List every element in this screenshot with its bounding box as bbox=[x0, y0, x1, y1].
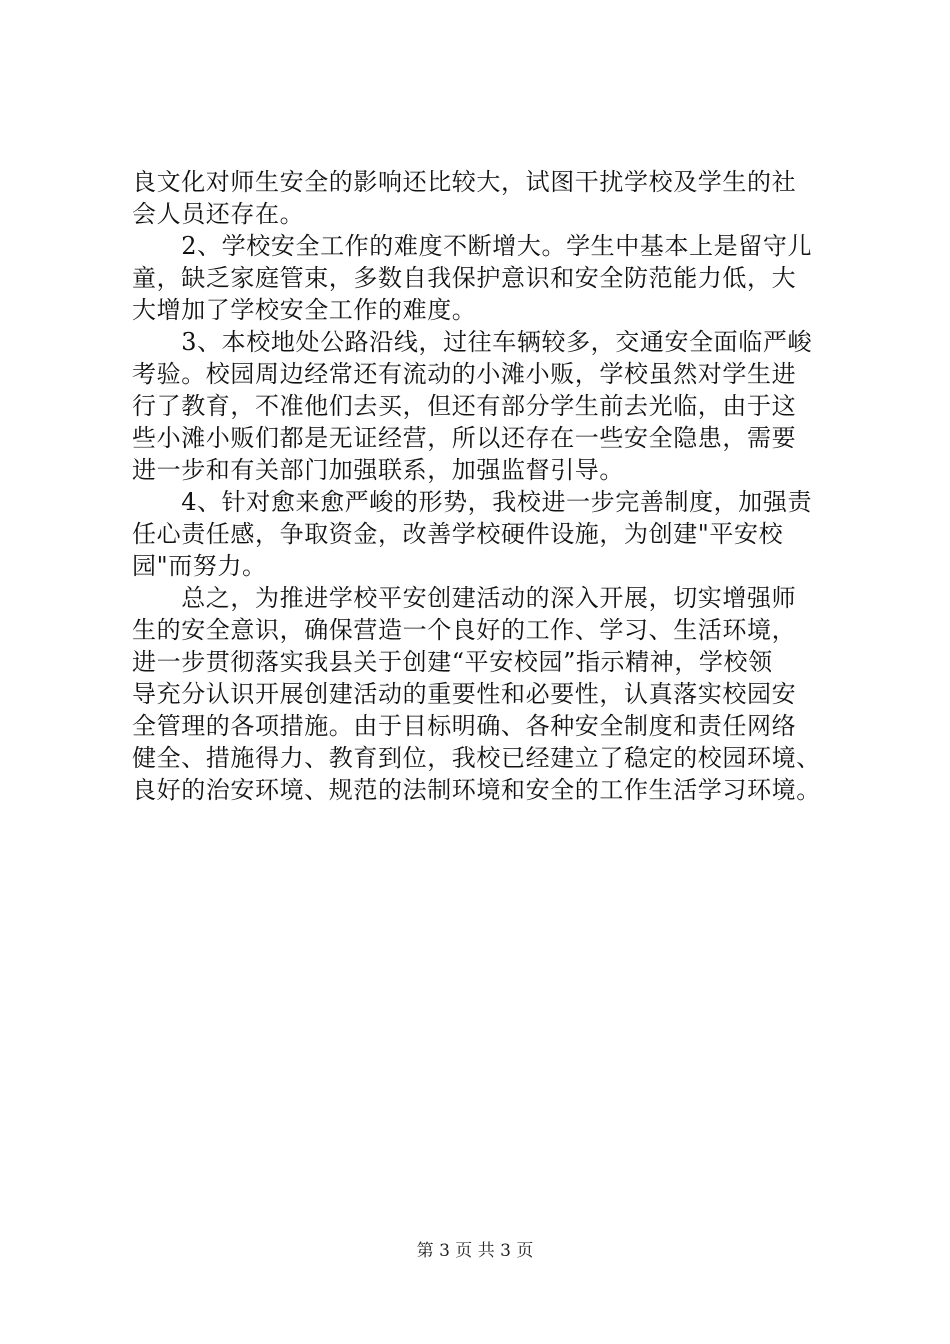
text-line: 进一步贯彻落实我县关于创建“平安校园”指示精神，学校领 bbox=[132, 648, 773, 676]
text-line: 考验。校园周边经常还有流动的小滩小贩，学校虽然对学生进 bbox=[132, 360, 797, 388]
text-line: 2、学校安全工作的难度不断增大。学生中基本上是留守儿 bbox=[132, 232, 813, 260]
text-line: 大增加了学校安全工作的难度。 bbox=[132, 296, 477, 324]
text-line: 总之，为推进学校平安创建活动的深入开展，切实增强师 bbox=[132, 584, 797, 612]
text-line: 些小滩小贩们都是无证经营，所以还存在一些安全隐患，需要 bbox=[132, 424, 797, 452]
text-line: 会人员还存在。 bbox=[132, 200, 305, 228]
text-line: 3、本校地处公路沿线，过往车辆较多，交通安全面临严峻 bbox=[132, 328, 813, 356]
text-line: 健全、措施得力、教育到位，我校已经建立了稳定的校园环境、 bbox=[132, 744, 821, 772]
text-line: 全管理的各项措施。由于目标明确、各种安全制度和责任网络 bbox=[132, 712, 797, 740]
text-line: 导充分认识开展创建活动的重要性和必要性，认真落实校园安 bbox=[132, 680, 797, 708]
text-line: 进一步和有关部门加强联系，加强监督引导。 bbox=[132, 456, 624, 484]
text-line: 任心责任感，争取资金，改善学校硬件设施，为创建"平安校 bbox=[132, 520, 784, 548]
text-line: 生的安全意识，确保营造一个良好的工作、学习、生活环境， bbox=[132, 616, 797, 644]
text-line: 良文化对师生安全的影响还比较大，试图干扰学校及学生的社 bbox=[132, 168, 797, 196]
text-line: 童，缺乏家庭管束，多数自我保护意识和安全防范能力低，大 bbox=[132, 264, 797, 292]
text-line: 园"而努力。 bbox=[132, 552, 267, 580]
document-body bbox=[132, 166, 832, 806]
text-line: 4、针对愈来愈严峻的形势，我校进一步完善制度，加强责 bbox=[132, 488, 813, 516]
text-line: 行了教育，不准他们去买，但还有部分学生前去光临，由于这 bbox=[132, 392, 797, 420]
page-footer: 第 3 页 共 3 页 bbox=[416, 1241, 534, 1261]
text-line: 良好的治安环境、规范的法制环境和安全的工作生活学习环境。 bbox=[132, 776, 821, 804]
